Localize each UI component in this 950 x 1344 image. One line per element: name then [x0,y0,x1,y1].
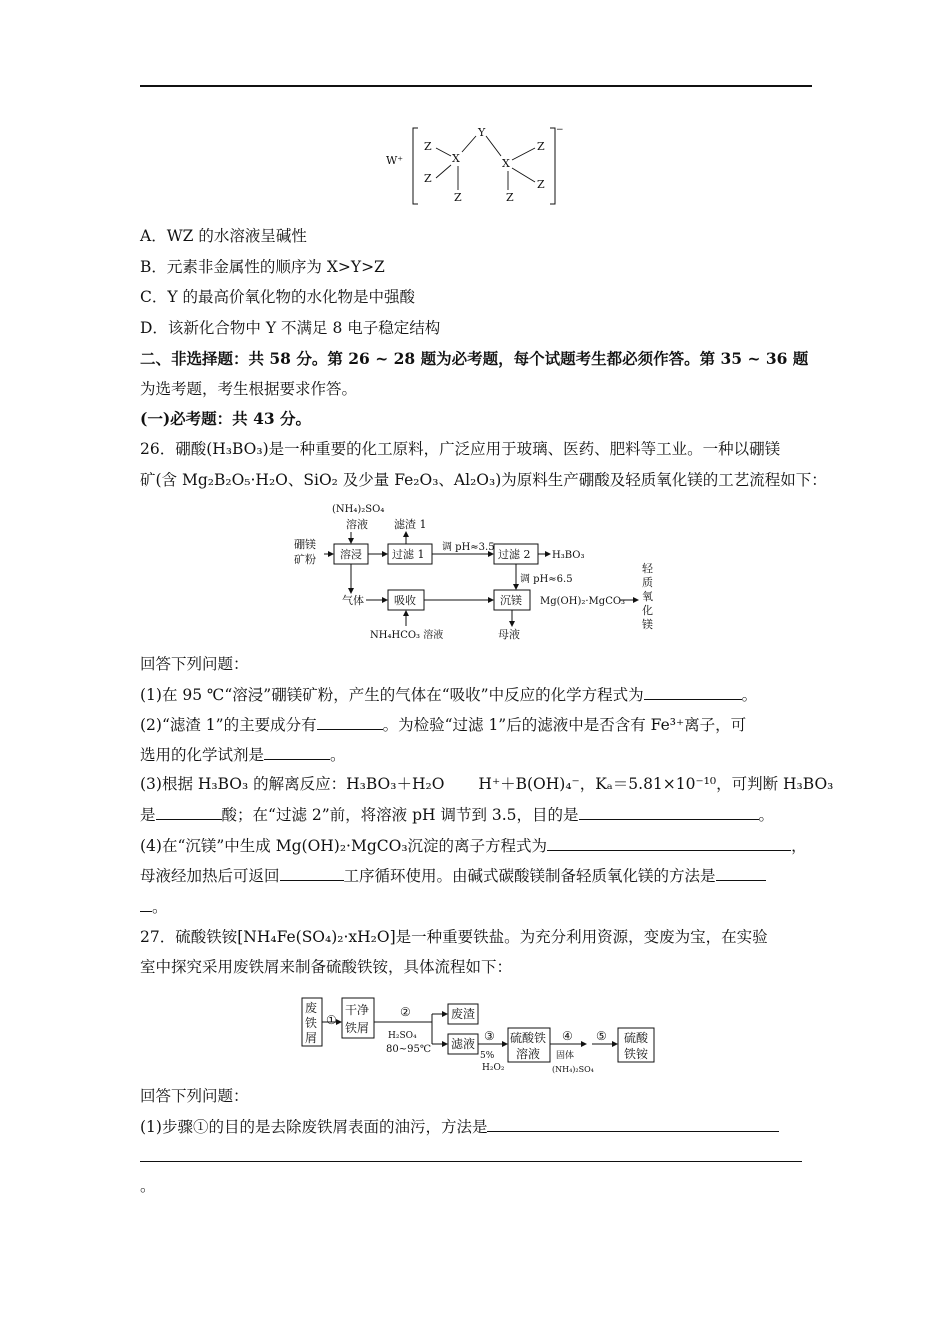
waste: 废渣 [451,1007,476,1021]
clean-2: 铁屑 [345,1021,370,1035]
structure-diagram [380,118,580,210]
temp: 80~95℃ [386,1044,432,1055]
box-precip-label: 沉镁 [500,594,522,607]
h2o2-pct: 5% [480,1051,495,1061]
q26-answer-prompt: 回答下列问题： [140,655,249,673]
ore-line2: 矿粉 [294,553,316,566]
q27-intro-2: 室中探究采用废铁屑来制备硫酸铁铵，具体流程如下： [140,958,513,976]
q26-intro-2: 矿(含 Mg₂B₂O₅·H₂O、SiO₂ 及少量 Fe₂O₃、Al₂O₃)为原料生产硼酸及轻质氧化镁的工艺流程如下： [140,471,827,489]
atom-z: Z [424,172,432,185]
box-filter1-label: 过滤 1 [392,548,425,561]
q26-q1: (1)在 95 ℃“溶浸”硼镁矿粉，产生的气体在“吸收”中反应的化学方程式为 。 [140,686,758,704]
ferric-2: 溶液 [516,1047,541,1061]
clean-1: 干净 [345,1003,370,1017]
final-4: 化 [642,604,653,617]
ore-line1: 硼镁 [294,538,316,551]
answer-blank[interactable] [547,835,791,851]
answer-blank[interactable] [317,714,383,730]
section2-sub: (一)必考题：共 43 分。 [140,409,312,428]
answer-blank[interactable] [156,804,222,820]
section2-line1: 二、非选择题：共 58 分。第 26 ~ 28 题为必考题，每个试题考生都必须作答。第 35 ~ 36 题 [140,349,809,368]
header-rule [140,85,812,87]
ph2: 调 pH≈6.5 [520,574,573,585]
atom-x2: X [502,157,510,170]
q27-answer-prompt: 回答下列问题： [140,1087,249,1105]
answer-blank[interactable] [264,744,330,760]
q26-q3-line1: (3)根据 H₃BO₃ 的解离反应：H₃BO₃＋H₂O H⁺＋B(OH)₄⁻，Kₐ＝5.81×10⁻¹⁰，可判断 H₃BO₃ [140,775,834,793]
reagent-top2: 溶液 [346,518,368,531]
scrap-1: 废 [305,1001,318,1015]
atom-z: Z [454,191,462,204]
option-c: C．Y 的最高价氧化物的水化物是中强酸 [140,288,416,306]
step2: ② [400,1005,411,1019]
ph1: 调 pH≈3.5 [442,542,495,553]
box-filter2-label: 过滤 2 [498,548,531,561]
atom-y: Y [478,126,486,139]
ferric-1: 硫酸铁 [510,1031,547,1045]
answer-blank[interactable] [280,865,344,881]
precip-product: Mg(OH)₂·MgCO₃ [540,596,626,607]
answer-blank[interactable] [140,896,152,912]
atom-x1: X [452,152,460,165]
answer-blank[interactable] [716,865,766,881]
option-b: B．元素非金属性的顺序为 X>Y>Z [140,258,385,276]
box-leach-label: 溶浸 [340,548,362,561]
filtrate: 滤液 [451,1037,476,1051]
h2o2: H₂O₂ [482,1063,505,1073]
q26-flow-diagram [290,500,670,648]
final-5: 镁 [642,618,653,631]
scrap-2: 铁 [305,1016,318,1030]
step5: ⑤ [596,1029,607,1043]
step4: ④ [562,1029,573,1043]
q27-q1-line2 [140,1146,802,1167]
residue1: 滤渣 1 [394,518,427,531]
q26-q4-line3: 。 [140,896,168,917]
q27-intro-1: 27．硫酸铁铵[NH₄Fe(SO₄)₂·xH₂O]是一种重要铁盐。为充分利用资源，变废为宝，在实验 [140,928,768,946]
product1: H₃BO₃ [552,550,585,561]
final-1: 硫酸 [624,1031,649,1045]
q27-q1: (1)步骤①的目的是去除废铁屑表面的油污，方法是 [140,1116,779,1137]
ammonium: (NH₄)₂SO₄ [552,1065,594,1074]
answer-blank[interactable] [579,804,759,820]
atom-z: Z [506,191,514,204]
q26-q3-line2: 是 酸；在“过滤 2”前，将溶液 pH 调节到 3.5，目的是 。 [140,806,775,824]
section2-line2: 为选考题，考生根据要求作答。 [140,380,358,398]
answer-blank[interactable] [644,684,742,700]
answer-blank[interactable] [140,1146,802,1162]
gas-label: 气体 [342,594,364,607]
right-bracket [550,128,555,204]
acid: H₂SO₄ [388,1031,417,1041]
box-absorb-label: 吸收 [394,594,416,607]
final-3: 氧 [642,590,653,603]
left-bracket [413,128,418,204]
answer-blank[interactable] [487,1116,779,1132]
q26-q4-line2: 母液经加热后可返回 工序循环使用。由碱式碳酸镁制备轻质氧化镁的方法是 [140,865,766,886]
mother-liquor: 母液 [498,628,520,641]
cation-label: W⁺ [386,154,404,167]
charge-label: − [556,125,564,135]
atom-z: Z [537,178,545,191]
final-2: 质 [642,576,653,589]
final-1: 轻 [642,562,653,575]
solid: 固体 [556,1051,575,1061]
option-a: A．WZ 的水溶液呈碱性 [140,227,307,245]
q27-flow-diagram [300,994,660,1078]
reagent-top: (NH₄)₂SO₄ [332,504,385,515]
q26-q2-line1: (2)“滤渣 1”的主要成分有 。为检验“过滤 1”后的滤液中是否含有 Fe³⁺离子，可 [140,716,747,734]
atom-z: Z [537,140,545,153]
scrap-3: 屑 [305,1031,318,1045]
q26-q4-line1: (4)在“沉镁”中生成 Mg(OH)₂·MgCO₃沉淀的离子方程式为 ， [140,837,807,855]
reagent-bottom: NH₄HCO₃ 溶液 [370,630,444,641]
step3: ③ [484,1029,495,1043]
q26-q2-line2: 选用的化学试剂是 。 [140,746,346,764]
q27-q1-end: 。 [140,1177,156,1195]
final-2: 铁铵 [624,1047,649,1061]
option-d: D．该新化合物中 Y 不满足 8 电子稳定结构 [140,319,441,337]
step1: ① [326,1013,337,1027]
q26-intro-1: 26．硼酸(H₃BO₃)是一种重要的化工原料，广泛应用于玻璃、医药、肥料等工业。一种以硼镁 [140,440,781,458]
atom-z: Z [424,140,432,153]
